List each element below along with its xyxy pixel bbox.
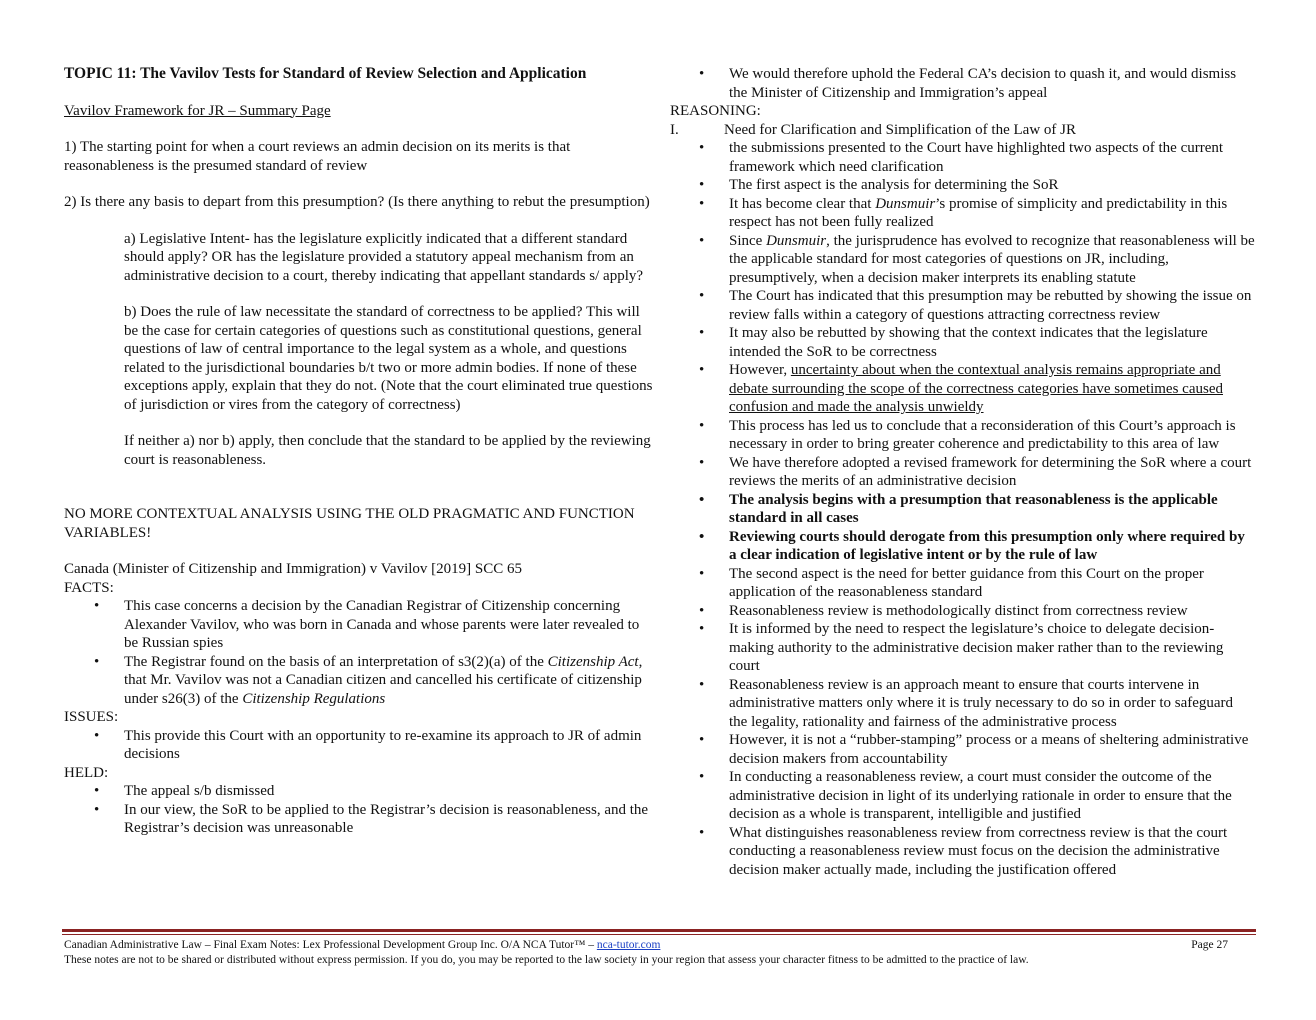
item-text: ’s promise of simplicity and predictability in this respect has not been fully realized: [729, 195, 1228, 230]
held-list: [64, 782, 654, 838]
list-item: • It may also be rebutted by showing that the context indicates that the legislature intended the SoR to be correctness: [670, 324, 1255, 361]
case-ref: Dunsmuir: [766, 232, 827, 249]
list-item: • What distinguishes reasonableness review from correctness review is that the court conducting a reasonableness review must focus on the decision the administrative decision maker actually made, including the justification offered: [670, 824, 1255, 880]
list-item: [670, 232, 1255, 288]
item-text: Since: [729, 232, 767, 249]
footer-credit: [64, 938, 660, 953]
summary-step-2: 2) Is there any basis to depart from this presumption? (Is there anything to rebut the presumption): [64, 194, 650, 210]
list-item: • The second aspect is the need for better guidance from this Court on the proper application of the reasonableness standard: [670, 565, 1255, 602]
facts-list: [64, 597, 654, 708]
list-item: • Reasonableness review is methodologically distinct from correctness review: [670, 602, 1255, 621]
facts-label: FACTS:: [64, 579, 114, 596]
underlined-text: uncertainty about when the contextual analysis remains appropriate and debate surrounding the scope of the correctness categories have sometimes caused confusion and made the analysis unwieldy: [729, 362, 1223, 415]
footer-disclaimer: These notes are not to be shared or distributed without express permission. If you do, you may be reported to the law society in your region that assess your character fitness to be admitted to the practice of law.: [64, 954, 1029, 966]
list-item: [64, 653, 654, 709]
list-item: • The analysis begins with a presumption that reasonableness is the applicable standard in all cases: [670, 491, 1255, 528]
list-item: • We would therefore uphold the Federal CA’s decision to quash it, and would dismiss the Minister of Citizenship and Immigration’s appeal: [670, 65, 1255, 102]
list-item: • We have therefore adopted a revised framework for determining the SoR where a court reviews the merits of an administrative decision: [670, 454, 1255, 491]
issues-list: [64, 727, 654, 764]
footer-line-1: [64, 938, 1228, 953]
footer-divider: [62, 929, 1256, 932]
left-column: [64, 65, 654, 838]
no-more-notice: NO MORE CONTEXTUAL ANALYSIS USING THE OLD PRAGMATIC AND FUNCTION VARIABLES!: [64, 506, 635, 541]
page-title: TOPIC 11: The Vavilov Tests for Standard of Review Selection and Application: [64, 65, 587, 82]
roman-numeral: I.: [670, 121, 679, 138]
list-item: • Reviewing courts should derogate from this presumption only where required by a clear indication of legislative intent or by the rule of law: [670, 528, 1255, 565]
summary-step-1: 1) The starting point for when a court reviews an admin decision on its merits is that reasonableness is the presumed standard of review: [64, 139, 571, 174]
summary-step-2b: b) Does the rule of law necessitate the standard of correctness to be applied? This will be the case for certain categories of questions such as constitutional questions, general questions of law of central importance to the legal system as a whole, and questions related to the jurisdictional boundaries b/t two or more admin bodies. If none of these exceptions apply, explain that they do not. (Note that the court eliminated true questions of jurisdiction or vires from the category of correctness): [124, 304, 653, 413]
summary-conclusion: If neither a) nor b) apply, then conclude that the standard to be applied by the reviewing court is reasonableness.: [124, 433, 651, 468]
list-item: • In conducting a reasonableness review, a court must consider the outcome of the administrative decision in light of its underlying rationale in order to ensure that the decision as a whole is transparent, intelligible and justified: [670, 768, 1255, 824]
list-item: • The Court has indicated that this presumption may be rebutted by showing the issue on review falls within a category of questions attracting correctness review: [670, 287, 1255, 324]
fact-text: , that Mr. Vavilov was not a Canadian citizen and cancelled his certificate of citizenship under s26(3) of the: [124, 653, 643, 707]
website-link[interactable]: nca-tutor.com: [596, 939, 661, 951]
item-text: However,: [729, 362, 791, 378]
regulation-name: Citizenship Regulations: [242, 690, 386, 707]
reasoning-heading: [670, 121, 1255, 140]
fact-text: The Registrar found on the basis of an interpretation of s3(2)(a) of the: [124, 653, 548, 670]
footer-credit-text: Canadian Administrative Law – Final Exam Notes: Lex Professional Development Group Inc. O/A NCA Tutor™ –: [64, 939, 597, 951]
held-label: HELD:: [64, 764, 109, 781]
item-text: It has become clear that: [729, 195, 876, 212]
list-item: • the submissions presented to the Court have highlighted two aspects of the current framework which need clarification: [670, 139, 1255, 176]
section-subtitle: Vavilov Framework for JR – Summary Page: [64, 102, 331, 119]
list-item: • It is informed by the need to respect the legislature’s choice to delegate decision-making authority to the administrative decision maker rather than to the reviewing court: [670, 620, 1255, 676]
case-ref: Dunsmuir: [875, 195, 936, 212]
issues-label: ISSUES:: [64, 709, 119, 725]
list-item: [670, 195, 1255, 232]
list-item: • However, it is not a “rubber-stamping” process or a means of sheltering administrative decision makers from accountability: [670, 731, 1255, 768]
list-item: • The appeal s/b dismissed: [64, 782, 654, 801]
statute-name: Citizenship Act: [547, 653, 639, 670]
list-item: • The first aspect is the analysis for determining the SoR: [670, 176, 1255, 195]
footer-divider-thin: [62, 934, 1256, 935]
item-text: , the jurisprudence has evolved to recognize that reasonableness will be the applicable standard for most categories of questions on JR, including, presumptively, when a decision maker interprets its enabling statute: [729, 232, 1255, 286]
page-number: Page 27: [1191, 939, 1228, 951]
list-item: • This process has led us to conclude that a reconsideration of this Court’s approach is necessary in order to bring greater coherence and predictability to this area of law: [670, 417, 1255, 454]
list-item: • In our view, the SoR to be applied to the Registrar’s decision is reasonableness, and the Registrar’s decision was unreasonable: [64, 801, 654, 838]
case-name: Canada (Minister of Citizenship and Immigration) v Vavilov [2019] SCC 65: [64, 561, 522, 577]
reasoning-label: REASONING:: [670, 103, 761, 119]
reasoning-heading-text: Need for Clarification and Simplification of the Law of JR: [724, 121, 1076, 138]
list-item: • This case concerns a decision by the Canadian Registrar of Citizenship concerning Alexander Vavilov, who was born in Canada and whose parents were later revealed to be Russian spies: [64, 597, 654, 653]
summary-step-2a: a) Legislative Intent- has the legislature explicitly indicated that a different standard should apply? OR has the legislature provided a statutory appeal mechanism from an administrative decision to a court, thereby indicating that appellant standards s/ apply?: [124, 230, 644, 284]
right-column: [670, 65, 1255, 879]
page-footer: [64, 938, 1228, 968]
list-item: • Reasonableness review is an approach meant to ensure that courts intervene in administrative matters only where it is truly necessary to do so in order to safeguard the legality, rationality and fairness of the administrative process: [670, 676, 1255, 732]
list-item: • This provide this Court with an opportunity to re-examine its approach to JR of admin decisions: [64, 727, 654, 764]
held-continued-list: [670, 65, 1255, 102]
reasoning-list: [670, 139, 1255, 879]
list-item: [670, 361, 1255, 417]
